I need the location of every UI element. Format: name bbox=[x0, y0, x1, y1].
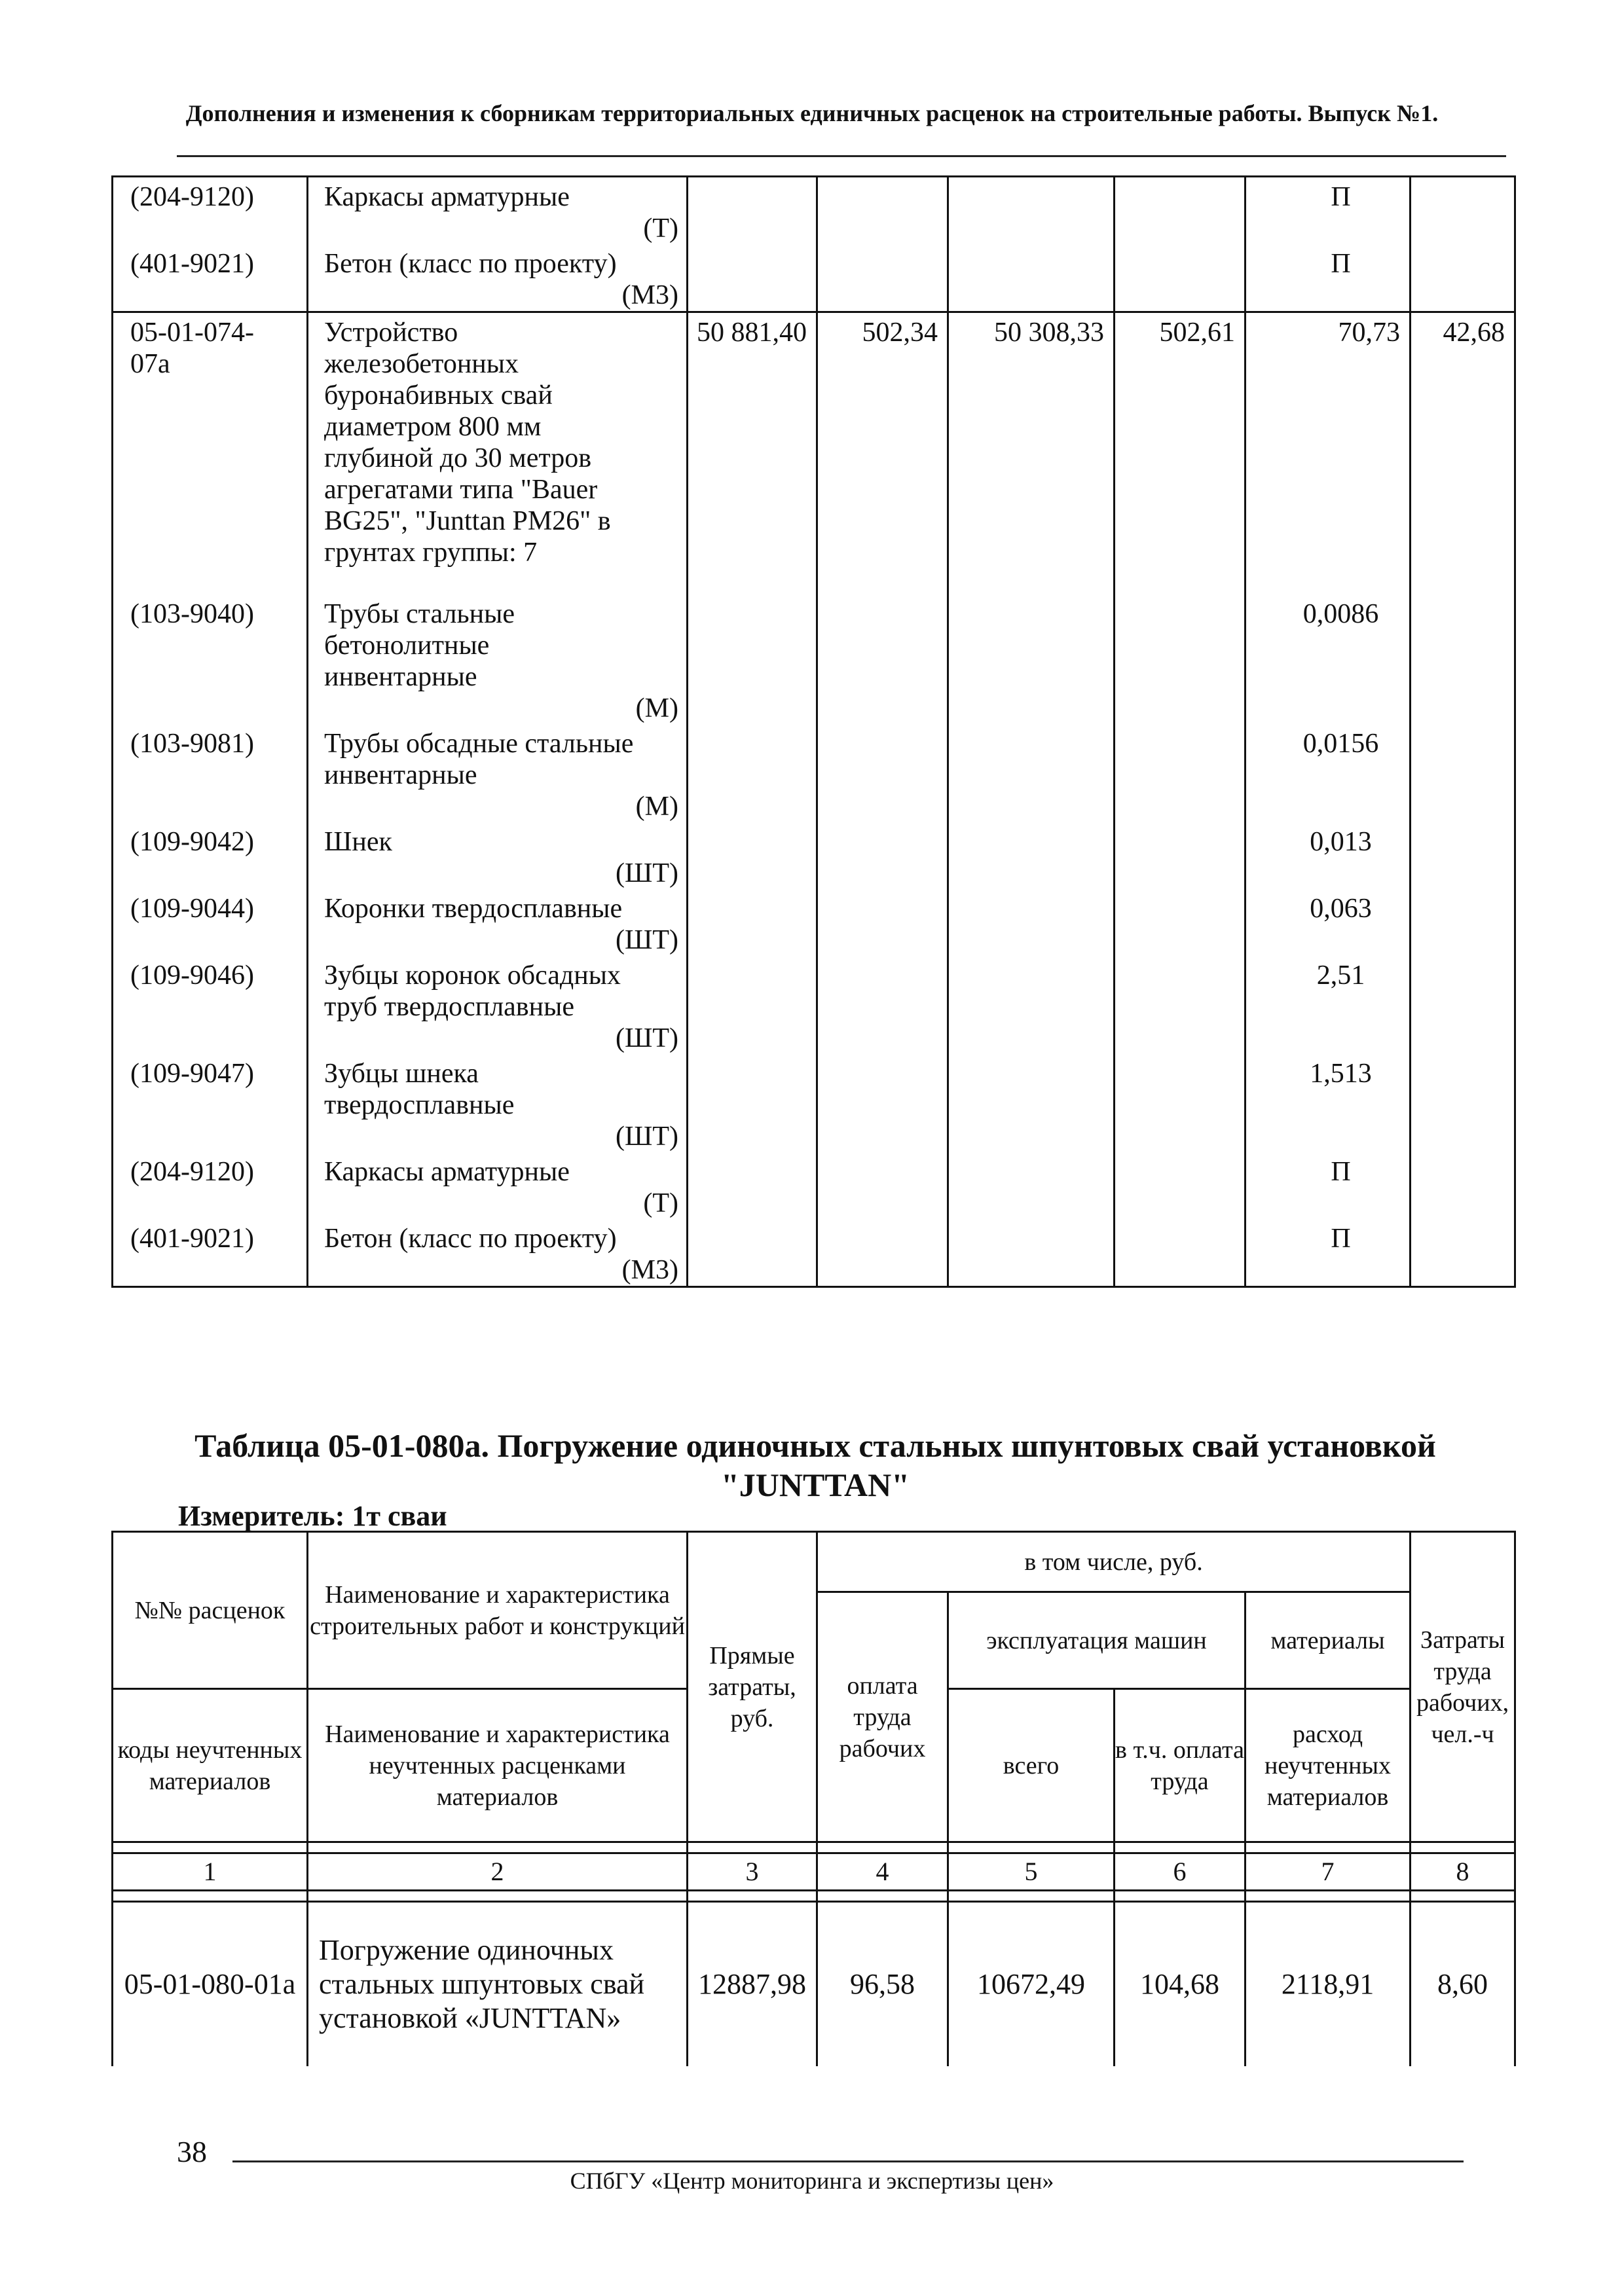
rate-code-line: 05-01-074- bbox=[130, 318, 254, 348]
rate-materials: 70,73 bbox=[1246, 312, 1411, 569]
empty-cell bbox=[688, 724, 817, 822]
empty-cell bbox=[308, 568, 688, 594]
material-name-line: Каркасы арматурные bbox=[324, 1157, 570, 1187]
rate-code bbox=[113, 312, 308, 569]
empty-cell bbox=[1411, 568, 1515, 594]
material-quantity: П bbox=[1246, 177, 1411, 245]
empty-cell bbox=[817, 177, 948, 245]
rate-row bbox=[113, 312, 1515, 569]
material-name-line: Коронки твердосплавные bbox=[324, 894, 623, 924]
empty-cell bbox=[1115, 244, 1246, 312]
empty-cell bbox=[1411, 1152, 1515, 1219]
empty-cell bbox=[948, 244, 1115, 312]
header-labor-costs: Затраты труда рабочих, чел.-ч bbox=[1411, 1532, 1515, 1842]
material-unit: (ШТ) bbox=[616, 925, 678, 955]
material-name bbox=[308, 1054, 688, 1152]
empty-cell bbox=[817, 1219, 948, 1287]
material-quantity: 0,0086 bbox=[1246, 594, 1411, 724]
empty-cell bbox=[948, 822, 1115, 889]
table-title-line2: "JUNTTAN" bbox=[721, 1467, 910, 1503]
column-number: 5 bbox=[948, 1853, 1115, 1891]
empty-cell bbox=[1411, 889, 1515, 956]
material-unit: (М) bbox=[635, 792, 678, 822]
empty-cell bbox=[1411, 822, 1515, 889]
empty-cell bbox=[688, 1219, 817, 1287]
material-name bbox=[308, 1219, 688, 1287]
empty-cell bbox=[688, 177, 817, 245]
row-machines-wage: 104,68 bbox=[1115, 1902, 1246, 2067]
footer: СПбГУ «Центр мониторинга и экспертизы цен» bbox=[570, 2168, 1054, 2194]
material-name-line: твердосплавные bbox=[324, 1090, 515, 1120]
column-number: 7 bbox=[1246, 1853, 1411, 1891]
empty-cell bbox=[688, 1152, 817, 1219]
rate-name bbox=[308, 312, 688, 569]
row-name: Погружение одиночных стальных шпунтовых свай установкой «JUNTTAN» bbox=[308, 1902, 688, 2067]
material-quantity: 0,013 bbox=[1246, 822, 1411, 889]
material-name-line: Бетон (класс по проекту) bbox=[324, 249, 617, 279]
column-number: 4 bbox=[817, 1853, 948, 1891]
empty-cell bbox=[688, 1054, 817, 1152]
rate-direct: 50 881,40 bbox=[688, 312, 817, 569]
material-unit: (М) bbox=[635, 693, 678, 723]
material-code: (401-9021) bbox=[113, 244, 308, 312]
material-name bbox=[308, 1152, 688, 1219]
footer-rule bbox=[232, 2160, 1464, 2162]
material-code: (109-9047) bbox=[113, 1054, 308, 1152]
material-unit: (ШТ) bbox=[616, 1023, 678, 1053]
material-name bbox=[308, 244, 688, 312]
material-unit: (Т) bbox=[643, 1188, 678, 1218]
material-code: (103-9081) bbox=[113, 724, 308, 822]
empty-cell bbox=[1115, 889, 1246, 956]
material-code: (109-9046) bbox=[113, 956, 308, 1054]
empty-cell bbox=[688, 568, 817, 594]
empty-cell bbox=[1115, 1152, 1246, 1219]
material-name-line: труб твердосплавные bbox=[324, 992, 574, 1022]
material-name-line: инвентарные bbox=[324, 760, 477, 790]
rate-name-line: BG25", "Junttan PM26" в bbox=[324, 506, 611, 536]
empty-cell bbox=[948, 1219, 1115, 1287]
empty-cell bbox=[948, 594, 1115, 724]
empty-cell bbox=[1115, 568, 1246, 594]
material-row bbox=[113, 177, 1515, 245]
measure-unit: Измеритель: 1т сваи bbox=[178, 1500, 447, 1532]
row-code: 05-01-080-01а bbox=[113, 1902, 308, 2067]
empty-cell bbox=[948, 1152, 1115, 1219]
rate-name-line: Устройство bbox=[324, 318, 458, 348]
empty-cell bbox=[948, 177, 1115, 245]
rate-machines: 50 308,33 bbox=[948, 312, 1115, 569]
empty-cell bbox=[113, 568, 308, 594]
header-including: в том числе, руб. bbox=[817, 1532, 1411, 1592]
empty-cell bbox=[688, 822, 817, 889]
empty-cell bbox=[688, 889, 817, 956]
rate-name-line: железобетонных bbox=[324, 349, 519, 379]
material-row bbox=[113, 956, 1515, 1054]
empty-cell bbox=[817, 1054, 948, 1152]
material-quantity: П bbox=[1246, 244, 1411, 312]
material-row bbox=[113, 244, 1515, 312]
empty-cell bbox=[1115, 822, 1246, 889]
empty-cell bbox=[817, 822, 948, 889]
empty-cell bbox=[817, 568, 948, 594]
material-row bbox=[113, 724, 1515, 822]
material-name-line: Зубцы шнека bbox=[324, 1059, 479, 1089]
material-name-line: Шнек bbox=[324, 827, 392, 857]
empty-cell bbox=[817, 724, 948, 822]
rates-table-continued bbox=[111, 175, 1516, 1288]
material-name bbox=[308, 822, 688, 889]
material-name-line: Трубы стальные bbox=[324, 599, 515, 629]
rate-code-line: 07а bbox=[130, 349, 170, 379]
material-row bbox=[113, 1054, 1515, 1152]
material-code: (109-9044) bbox=[113, 889, 308, 956]
empty-cell bbox=[948, 724, 1115, 822]
empty-cell bbox=[1411, 177, 1515, 245]
material-code: (401-9021) bbox=[113, 1219, 308, 1287]
header-consumption: расход неучтенных материалов bbox=[1246, 1689, 1411, 1842]
empty-cell bbox=[948, 1054, 1115, 1152]
empty-cell bbox=[1411, 724, 1515, 822]
column-number: 6 bbox=[1115, 1853, 1246, 1891]
material-row bbox=[113, 889, 1515, 956]
rate-wage: 502,34 bbox=[817, 312, 948, 569]
header-name-materials: Наименование и характеристика неучтенных расценками материалов bbox=[308, 1689, 688, 1842]
material-name bbox=[308, 889, 688, 956]
material-name-line: Трубы обсадные стальные bbox=[324, 729, 634, 759]
material-row bbox=[113, 822, 1515, 889]
column-number: 3 bbox=[688, 1853, 817, 1891]
empty-cell bbox=[1115, 956, 1246, 1054]
material-row bbox=[113, 594, 1515, 724]
empty-cell bbox=[1115, 594, 1246, 724]
table-title bbox=[177, 1426, 1454, 1504]
material-unit: (Т) bbox=[643, 213, 678, 244]
material-name-line: бетонолитные bbox=[324, 630, 490, 661]
header-wage: оплата труда рабочих bbox=[817, 1592, 948, 1842]
empty-cell bbox=[817, 244, 948, 312]
empty-cell bbox=[1115, 1054, 1246, 1152]
rate-name-line: глубиной до 30 метров bbox=[324, 443, 592, 473]
empty-cell bbox=[817, 889, 948, 956]
header-direct-costs: Прямые затраты, руб. bbox=[688, 1532, 817, 1842]
empty-cell bbox=[688, 244, 817, 312]
material-name-line: инвентарные bbox=[324, 662, 477, 692]
header-machines-wage: в т.ч. оплата труда bbox=[1115, 1689, 1246, 1842]
empty-cell bbox=[948, 568, 1115, 594]
material-quantity: 0,0156 bbox=[1246, 724, 1411, 822]
column-number: 2 bbox=[308, 1853, 688, 1891]
empty-cell bbox=[688, 956, 817, 1054]
rate-labor: 42,68 bbox=[1411, 312, 1515, 569]
rate-name-line: агрегатами типа "Bauer bbox=[324, 475, 598, 505]
material-name bbox=[308, 724, 688, 822]
row-direct: 12887,98 bbox=[688, 1902, 817, 2067]
empty-cell bbox=[1411, 956, 1515, 1054]
material-unit: (ШТ) bbox=[616, 1121, 678, 1152]
row-labor: 8,60 bbox=[1411, 1902, 1515, 2067]
empty-cell bbox=[948, 956, 1115, 1054]
header-machines-total: всего bbox=[948, 1689, 1115, 1842]
rate-machines-wage: 502,61 bbox=[1115, 312, 1246, 569]
material-unit: (ШТ) bbox=[616, 858, 678, 888]
rate-name-line: буронабивных свай bbox=[324, 380, 553, 410]
empty-cell bbox=[1411, 1219, 1515, 1287]
material-quantity: П bbox=[1246, 1152, 1411, 1219]
row-materials: 2118,91 bbox=[1246, 1902, 1411, 2067]
header-machines: эксплуатация машин bbox=[948, 1592, 1246, 1689]
empty-cell bbox=[948, 889, 1115, 956]
row-wage: 96,58 bbox=[817, 1902, 948, 2067]
empty-cell bbox=[1115, 1219, 1246, 1287]
empty-cell bbox=[1115, 177, 1246, 245]
material-quantity: 2,51 bbox=[1246, 956, 1411, 1054]
header-materials: материалы bbox=[1246, 1592, 1411, 1689]
row-machines: 10672,49 bbox=[948, 1902, 1115, 2067]
material-name-line: Бетон (класс по проекту) bbox=[324, 1224, 617, 1254]
empty-cell bbox=[1115, 724, 1246, 822]
rates-table-05-01-080a bbox=[111, 1531, 1516, 2066]
rate-name-line: диаметром 800 мм bbox=[324, 412, 542, 442]
material-code: (109-9042) bbox=[113, 822, 308, 889]
material-unit: (М3) bbox=[621, 1255, 678, 1285]
header-rule bbox=[177, 155, 1506, 157]
header-codes: коды неучтенных материалов bbox=[113, 1689, 308, 1842]
rate-name-line: грунтах группы: 7 bbox=[324, 538, 538, 568]
document-header: Дополнения и изменения к сборникам территориальных единичных расценок на строительные работы. Выпуск №1. bbox=[185, 100, 1439, 126]
material-name bbox=[308, 594, 688, 724]
material-name bbox=[308, 956, 688, 1054]
empty-cell bbox=[817, 956, 948, 1054]
empty-cell bbox=[1246, 568, 1411, 594]
material-name-line: Зубцы коронок обсадных bbox=[324, 960, 621, 991]
header-rates-no: №№ расценок bbox=[113, 1532, 308, 1689]
page-number: 38 bbox=[177, 2135, 207, 2168]
table-title-line1: Таблица 05-01-080а. Погружение одиночных стальных шпунтовых свай установкой bbox=[194, 1427, 1436, 1464]
column-number: 1 bbox=[113, 1853, 308, 1891]
empty-cell bbox=[817, 594, 948, 724]
empty-cell bbox=[1411, 594, 1515, 724]
material-row bbox=[113, 1152, 1515, 1219]
column-number: 8 bbox=[1411, 1853, 1515, 1891]
material-name bbox=[308, 177, 688, 245]
material-name-line: Каркасы арматурные bbox=[324, 182, 570, 212]
material-quantity: 0,063 bbox=[1246, 889, 1411, 956]
material-code: (204-9120) bbox=[113, 177, 308, 245]
material-unit: (М3) bbox=[621, 280, 678, 310]
empty-cell bbox=[1411, 244, 1515, 312]
material-code: (204-9120) bbox=[113, 1152, 308, 1219]
material-row bbox=[113, 1219, 1515, 1287]
empty-cell bbox=[1411, 1054, 1515, 1152]
material-quantity: 1,513 bbox=[1246, 1054, 1411, 1152]
empty-cell bbox=[688, 594, 817, 724]
material-quantity: П bbox=[1246, 1219, 1411, 1287]
material-code: (103-9040) bbox=[113, 594, 308, 724]
header-name-works: Наименование и характеристика строительных работ и конструкций bbox=[308, 1532, 688, 1689]
empty-cell bbox=[817, 1152, 948, 1219]
